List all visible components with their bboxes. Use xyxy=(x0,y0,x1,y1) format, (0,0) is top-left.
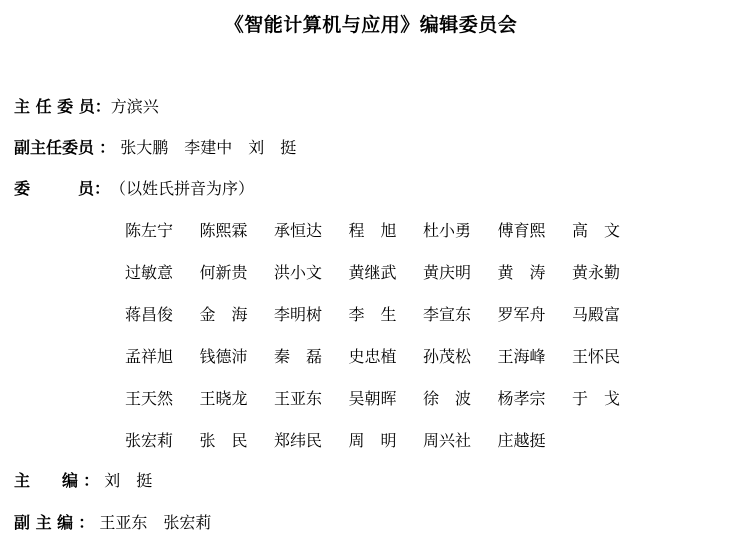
member-name: 杨孝宗 xyxy=(497,389,546,408)
member-name: 李宣东 xyxy=(423,305,472,324)
editor-in-chief-separator: ： xyxy=(83,471,100,490)
member-name: 周兴社 xyxy=(423,431,472,450)
member-name: 何新贵 xyxy=(199,263,248,282)
member-name: 庄越挺 xyxy=(497,431,546,450)
deputy-editor-label: 副 主 编 xyxy=(14,513,74,532)
member-name: 黄继武 xyxy=(348,263,397,282)
director-label: 主 任 委 员 xyxy=(14,97,95,116)
member-name: 王晓龙 xyxy=(199,389,248,408)
member-name: 金 海 xyxy=(199,305,248,324)
deputy-director-separator: ： xyxy=(99,138,116,157)
deputy-editor-value: 王亚东 张宏莉 xyxy=(99,513,212,532)
member-name: 吴朝晖 xyxy=(348,389,397,408)
member-name: 孟祥旭 xyxy=(125,347,174,366)
deputy-director-row xyxy=(14,136,296,160)
members-row xyxy=(14,177,254,201)
member-name: 于 戈 xyxy=(572,389,621,408)
member-name: 黄永勤 xyxy=(572,263,621,282)
deputy-director-label: 副主任委员 xyxy=(14,138,95,157)
director-row xyxy=(14,95,159,119)
member-name: 王怀民 xyxy=(572,347,621,366)
member-name: 王亚东 xyxy=(274,389,323,408)
member-name: 杜小勇 xyxy=(423,221,472,240)
member-name: 李明树 xyxy=(274,305,323,324)
deputy-editor-separator: ： xyxy=(78,513,95,532)
member-name: 张 民 xyxy=(199,431,248,450)
page-title: 《智能计算机与应用》编辑委员会 xyxy=(224,14,518,36)
editor-in-chief-label: 主 编 xyxy=(14,471,79,490)
editor-in-chief-row xyxy=(14,469,152,493)
member-name: 陈左宁 xyxy=(125,221,174,240)
member-name: 蒋昌俊 xyxy=(125,305,174,324)
member-name: 承恒达 xyxy=(274,221,323,240)
member-name: 高 文 xyxy=(572,221,621,240)
member-name: 钱德沛 xyxy=(199,347,248,366)
member-name: 李 生 xyxy=(348,305,397,324)
editor-in-chief-value: 刘 挺 xyxy=(104,471,153,490)
members-note: （以姓氏拼音为序） xyxy=(110,179,255,198)
member-name: 黄 涛 xyxy=(497,263,546,282)
member-name: 王海峰 xyxy=(497,347,546,366)
member-name: 王天然 xyxy=(125,389,174,408)
member-name: 周 明 xyxy=(348,431,397,450)
director-value: 方滨兴 xyxy=(110,97,159,116)
member-name: 秦 磊 xyxy=(274,347,323,366)
member-name: 郑纬民 xyxy=(274,431,323,450)
member-name: 傅育熙 xyxy=(497,221,546,240)
member-name: 过敏意 xyxy=(125,263,174,282)
members-separator: ： xyxy=(94,179,111,198)
deputy-director-value: 张大鹏 李建中 刘 挺 xyxy=(120,138,297,157)
member-name: 孙茂松 xyxy=(423,347,472,366)
member-name: 陈熙霖 xyxy=(199,221,248,240)
director-separator: ： xyxy=(94,97,111,116)
member-name: 张宏莉 xyxy=(125,431,174,450)
member-name: 黄庆明 xyxy=(423,263,472,282)
deputy-editor-row xyxy=(14,511,211,535)
member-name: 程 旭 xyxy=(348,221,397,240)
members-label: 委 员 xyxy=(14,179,95,198)
member-name: 徐 波 xyxy=(423,389,472,408)
member-name: 洪小文 xyxy=(274,263,323,282)
member-name: 史忠植 xyxy=(348,347,397,366)
member-name: 马殿富 xyxy=(572,305,621,324)
member-name: 罗军舟 xyxy=(497,305,546,324)
